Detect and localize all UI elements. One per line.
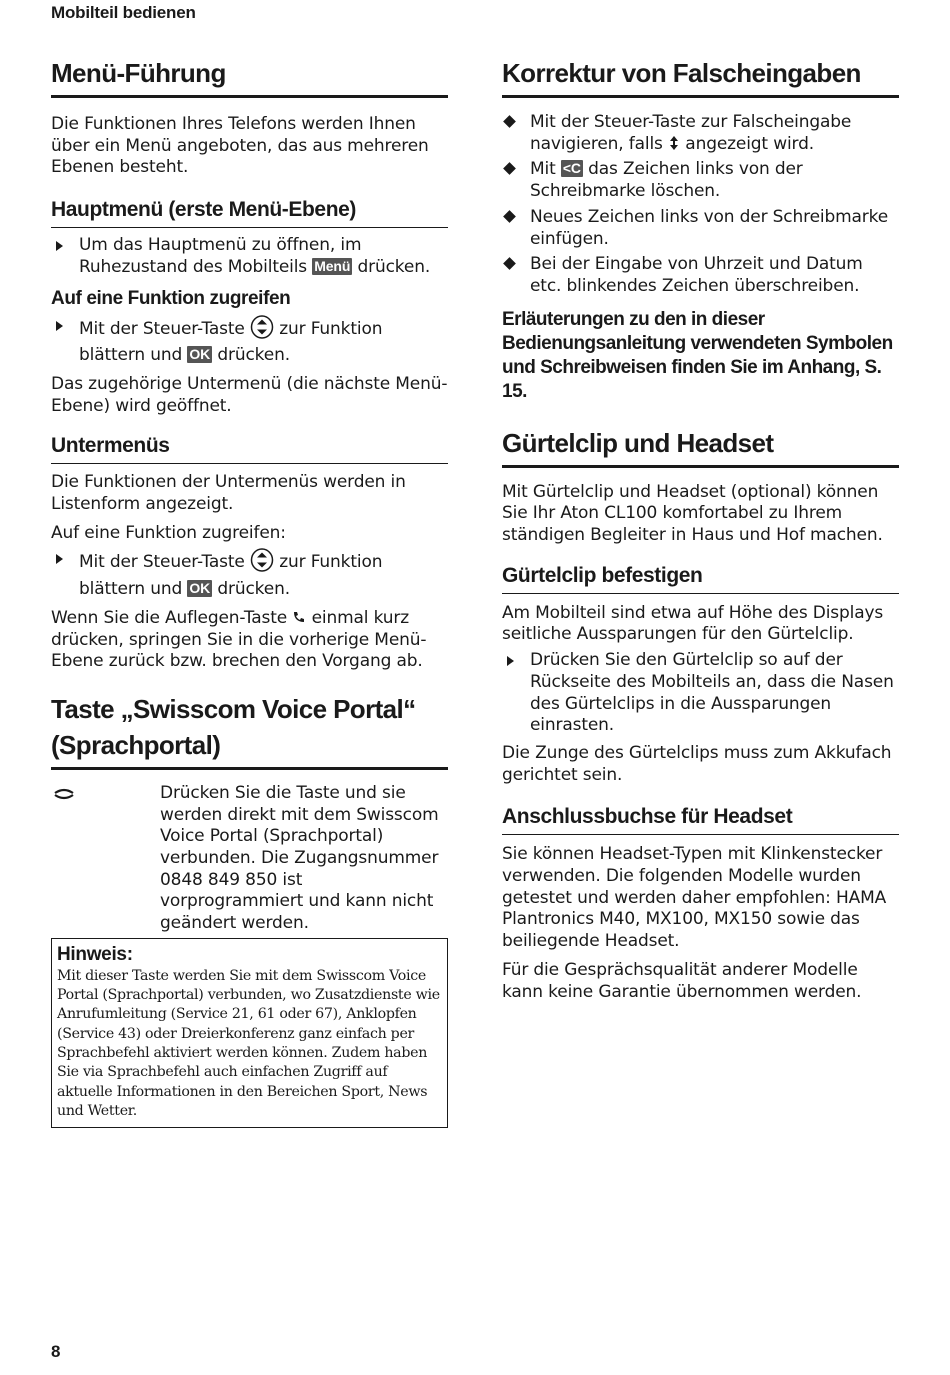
headset-quality-text: Für die Gesprächsqualität anderer Modelle kann keine Garantie übernommen werden. [502, 959, 862, 1002]
subsection-title-headset-jack: Anschlussbuchse für Headset [502, 803, 899, 835]
running-header: Mobilteil bedienen [51, 3, 196, 22]
section-title-correction: Korrektur von Falscheingaben [502, 55, 899, 98]
list-item-navigate-submenu [51, 548, 448, 600]
list-item-text: Drücken Sie den Gürtelclip so auf der Rückseite des Mobilteils an, dass die Nasen des Gürtelclips in die Aussparungen einrasten. [530, 650, 894, 736]
list-item-text: Bei der Eingabe von Uhrzeit und Datum etc. blinkendes Zeichen überschreiben. [530, 254, 863, 296]
list-item-correction-overwrite [502, 254, 899, 297]
ok-softkey: OK [189, 346, 211, 363]
list-item-text: Mit der Steuer-Taste [79, 552, 245, 573]
section-title-voice-portal [51, 691, 448, 770]
list-item-correction-delete [502, 159, 899, 202]
list-item-text: Um das Hauptmenü zu öffnen, im Ruhezustand des Mobilteils [79, 235, 362, 277]
list-item-open-main-menu [51, 235, 448, 278]
list-item-text: zur Funktion blättern und [79, 552, 383, 600]
voice-portal-key-icon [53, 783, 75, 808]
bullet-arrow-icon [56, 321, 63, 331]
list-item-attach-clip [502, 650, 899, 737]
section-title-menu-navigation: Menü-Führung [51, 55, 448, 98]
bullet-diamond-icon [503, 257, 516, 270]
subsection-title-submenus: Untermenüs [51, 432, 448, 464]
attach-clip-text: Am Mobilteil sind etwa auf Höhe des Displays seitliche Aussparungen für den Gürtelclip. [502, 602, 884, 645]
hangup-text-after: einmal kurz drücken, springen Sie in die vorherige Menü-Ebene zurück bzw. brechen den Vorgang ab. [51, 607, 427, 672]
voice-portal-text: Drücken Sie die Taste und sie werden direkt mit dem Swisscom Voice Portal (Sprachportal) verbunden. Die Zugangsnummer 0848 849 850 ist vorprogrammiert und kann nicht geändert werden. [160, 782, 439, 934]
subsection-title-main-menu: Hauptmenü (erste Menü-Ebene) [51, 196, 448, 228]
ok-softkey: OK [189, 580, 211, 597]
list-item-text: das Zeichen links von der Schreibmarke löschen. [530, 159, 803, 202]
note-title: Hinweis: [57, 943, 133, 965]
hang-up-key-icon [292, 608, 311, 628]
list-item-text: zur Funktion blättern und [79, 318, 383, 366]
attach-clip-note: Die Zunge des Gürtelclips muss zum Akkufach gerichtet sein. [502, 742, 892, 785]
symbols-reference-note: Erläuterungen zu den in dieser Bedienungsanleitung verwendeten Symbolen und Schreibweisen finden Sie im Anhang, S. 15. [502, 308, 893, 402]
hangup-key-text [51, 608, 448, 673]
belt-clip-intro-text: Mit Gürtelclip und Headset (optional) können Sie Ihr Aton CL100 komfortabel zu Ihrem ständigen Begleiter in Haus und Hof machen. [502, 481, 883, 546]
headset-jack-text: Sie können Headset-Typen mit Klinkenstecker verwenden. Die folgenden Modelle wurden getestet und werden daher empfohlen: HAMA Plantronics M40, MX100, MX150 sowie das beiliegende Headset. [502, 844, 887, 952]
list-item-text: drücken. [357, 256, 431, 277]
list-item-text: drücken. [217, 579, 290, 600]
subheading-access-function: Auf eine Funktion zugreifen [51, 287, 291, 309]
right-column [502, 50, 899, 1003]
scroll-arrows-icon [668, 134, 685, 154]
submenus-text: Die Funktionen der Untermenüs werden in Listenform angezeigt. [51, 472, 406, 515]
page-number: 8 [51, 1342, 61, 1361]
bullet-diamond-icon [503, 115, 516, 128]
hangup-text-before: Wenn Sie die Auflegen-Taste [51, 607, 288, 628]
list-item-text: drücken. [217, 345, 290, 366]
submenu-opened-text: Das zugehörige Untermenü (die nächste Menü-Ebene) wird geöffnet. [51, 373, 448, 416]
note-box [51, 938, 448, 1128]
bullet-arrow-icon [56, 241, 63, 251]
list-item-navigate-function [51, 315, 448, 367]
bullet-diamond-icon [503, 210, 516, 223]
list-item-text: Mit der Steuer-Taste zur Falscheingabe navigieren, falls [530, 112, 852, 154]
voice-portal-description [51, 783, 448, 935]
menu-softkey: Menü [314, 257, 351, 274]
up-down-navigation-key-icon [250, 315, 274, 346]
left-column [51, 50, 448, 1128]
list-item-text: Mit der Steuer-Taste [79, 318, 245, 339]
list-item-correction-navigate [502, 112, 899, 155]
list-item-text: Mit [530, 159, 556, 180]
bullet-arrow-icon [507, 656, 514, 666]
bullet-arrow-icon [56, 554, 63, 564]
portal-title-line1: Taste „Swisscom Voice Portal“ [51, 693, 416, 724]
bullet-diamond-icon [503, 163, 516, 176]
note-text: Mit dieser Taste werden Sie mit dem Swisscom Voice Portal (Sprachportal) verbunden, wo Zusatzdienste wie Anrufumleitung (Service 21, 61 oder 67), Anklopfen (Service 43) oder Dreierkonferenz ganz einfach per Sprachbefehl aktiviert werden können. Zudem haben Sie via Sprachbefehl auch einfachen Zugriff auf aktuelle Informationen in den Bereichen Sport, News und Wetter. [57, 967, 440, 1119]
section-title-belt-clip-headset: Gürtelclip und Headset [502, 425, 899, 468]
list-item-text: Neues Zeichen links von der Schreibmarke einfügen. [530, 206, 889, 249]
up-down-navigation-key-icon [250, 548, 274, 579]
portal-title-line2: (Sprachportal) [51, 729, 221, 760]
menu-intro-text: Die Funktionen Ihres Telefons werden Ihnen über ein Menü angeboten, das aus mehreren Ebenen besteht. [51, 114, 429, 178]
subsection-title-attach-clip: Gürtelclip befestigen [502, 562, 899, 594]
access-function-label: Auf eine Funktion zugreifen: [51, 522, 286, 543]
list-item-correction-insert [502, 207, 899, 250]
list-item-text: angezeigt wird. [685, 133, 814, 154]
delete-softkey: <C [562, 160, 581, 177]
